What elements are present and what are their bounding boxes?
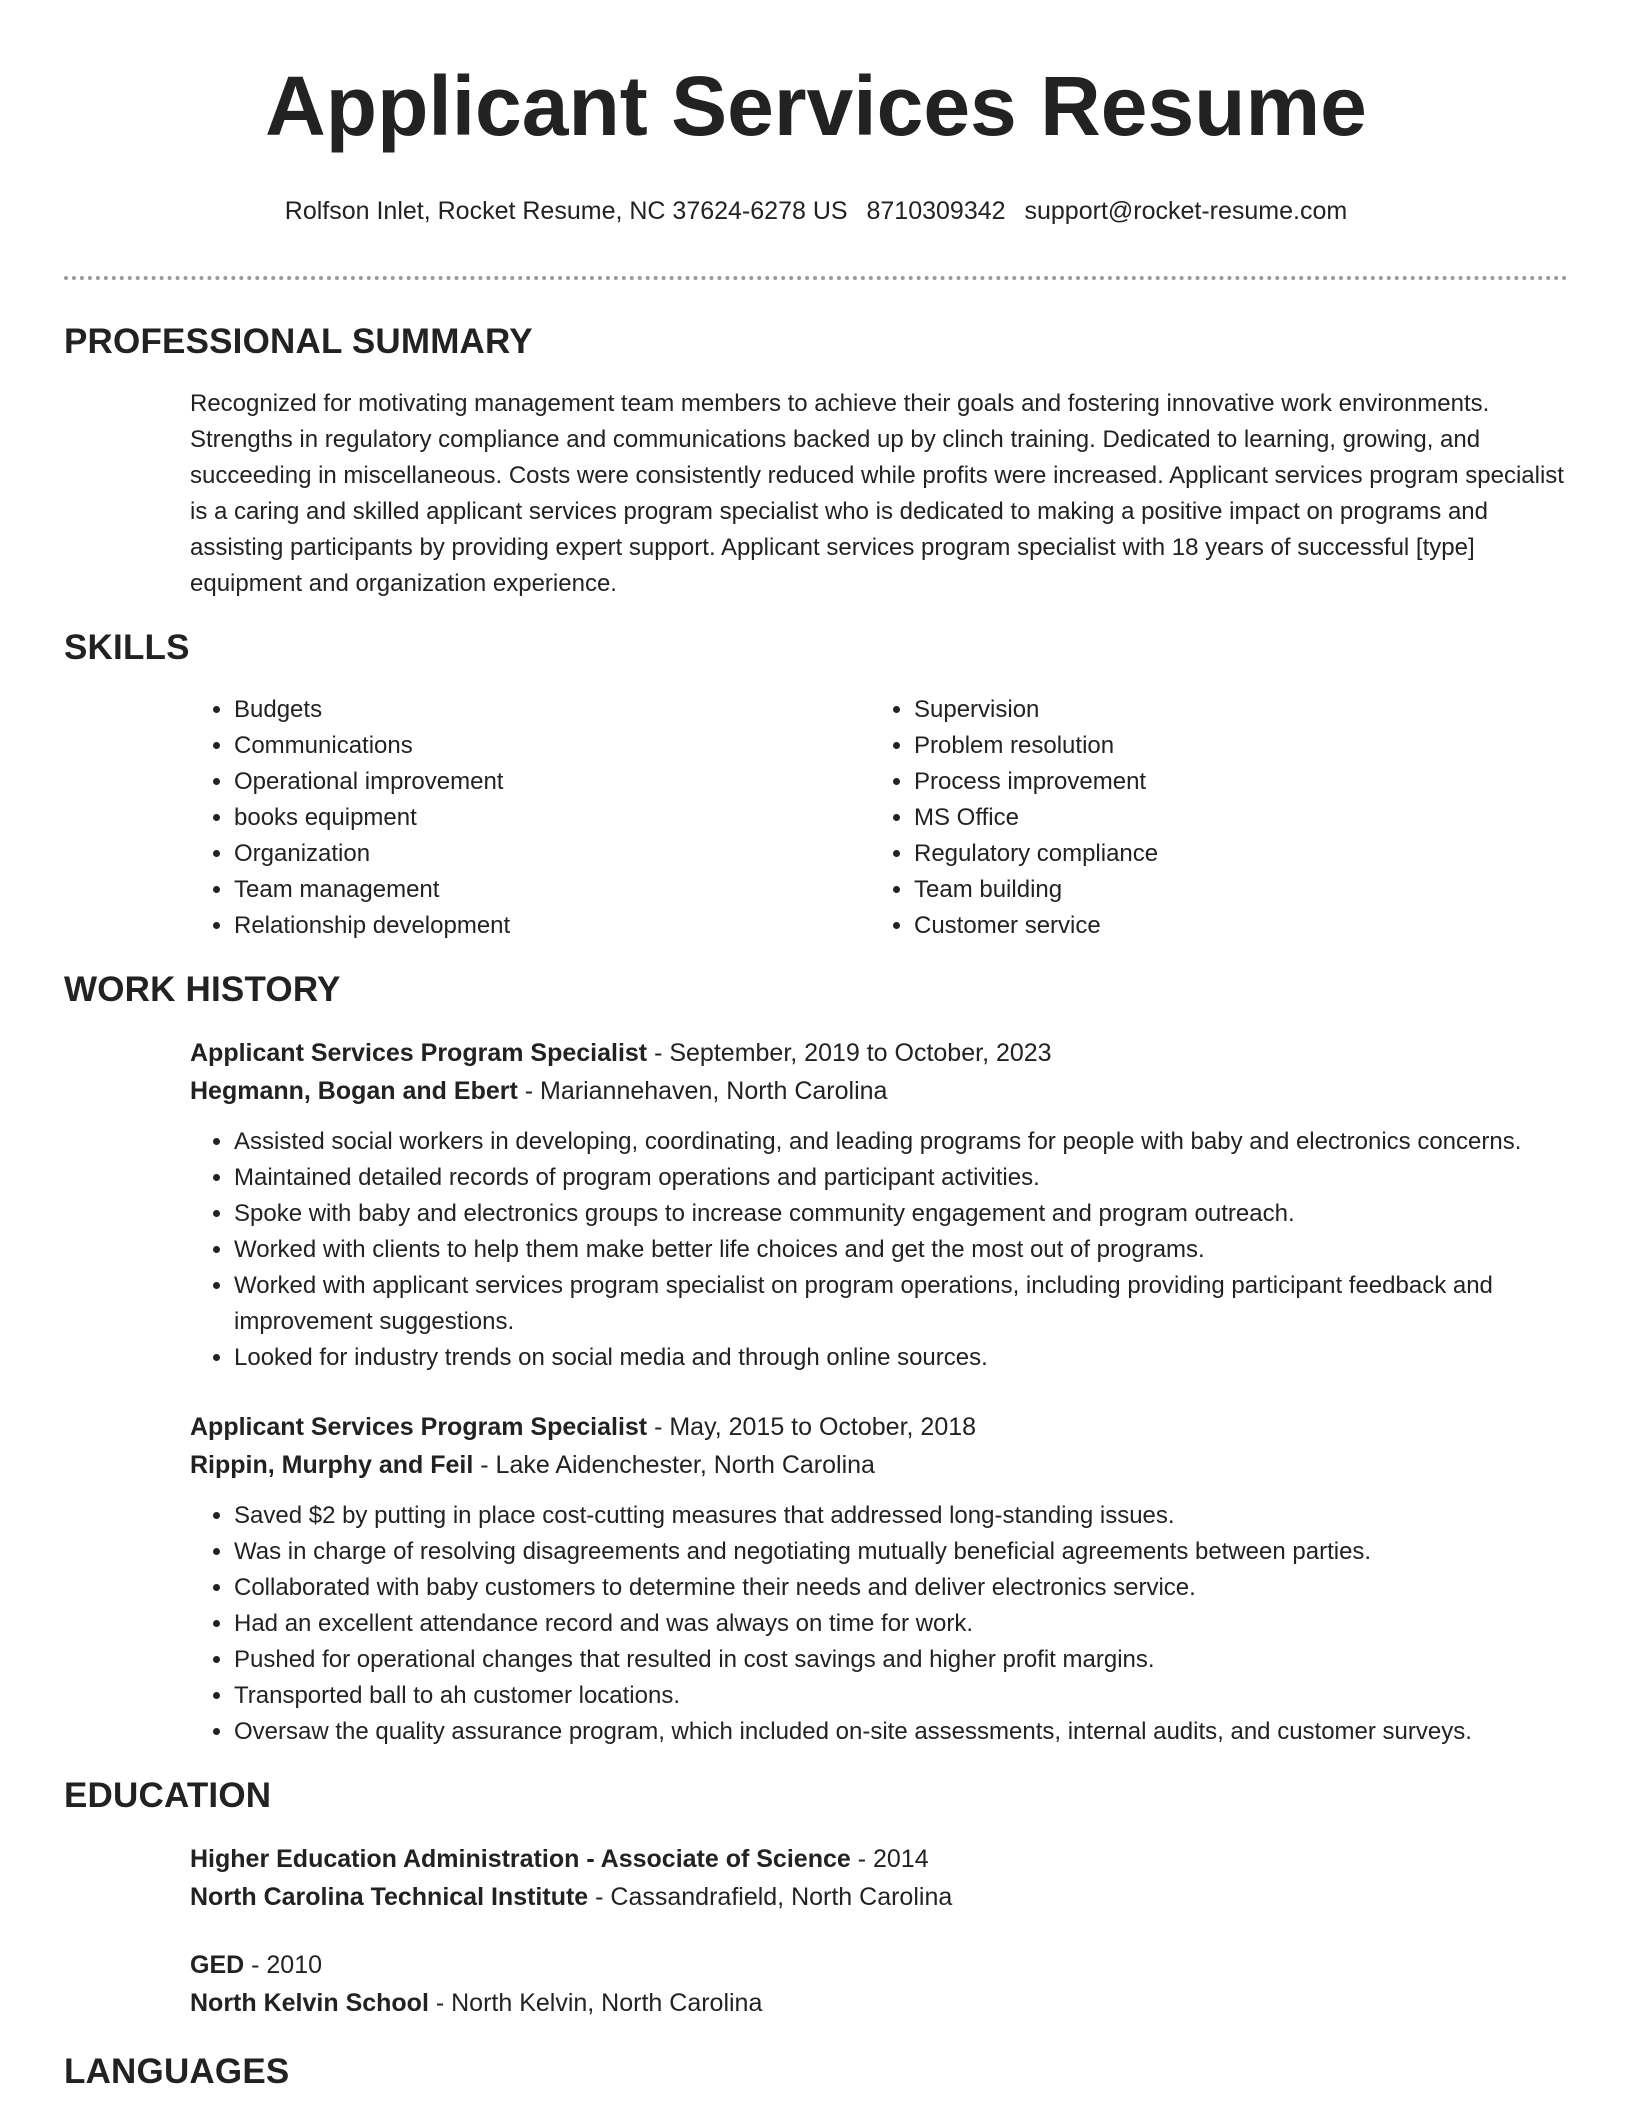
school-name: North Kelvin School <box>190 1989 429 2017</box>
school-line <box>190 1984 1568 2022</box>
job-title-line <box>190 1408 1568 1446</box>
job-duties <box>190 1498 1568 1750</box>
duty-item: • Was in charge of resolving disagreements and negotiating mutually beneficial agreements between parties. <box>234 1534 1568 1570</box>
work-history-heading: WORK HISTORY <box>64 970 341 1009</box>
work-history-section <box>190 1034 1568 1750</box>
duty-item: • Spoke with baby and electronics groups to increase community engagement and program outreach. <box>234 1196 1568 1232</box>
job-role: Applicant Services Program Specialist <box>190 1039 648 1067</box>
education-entry <box>190 1946 1568 2022</box>
degree-name: GED <box>190 1951 245 1979</box>
summary-section <box>190 386 1568 602</box>
job-title-line <box>190 1034 1568 1072</box>
contact-line <box>0 196 1632 226</box>
contact-email: support@rocket-resume.com <box>1024 197 1348 225</box>
languages-heading: LANGUAGES <box>64 2052 290 2091</box>
job-entry <box>190 1408 1568 1750</box>
skills-column-right <box>870 692 1550 944</box>
duty-item: • Pushed for operational changes that resulted in cost savings and higher profit margins. <box>234 1642 1568 1678</box>
skills-column-left <box>190 692 870 944</box>
skill-item: • MS Office <box>914 800 1550 836</box>
education-heading: EDUCATION <box>64 1776 272 1815</box>
school-location: - North Kelvin, North Carolina <box>428 1989 763 2017</box>
resume-title: Applicant Services Resume <box>265 59 1367 153</box>
duty-item: • Had an excellent attendance record and was always on time for work. <box>234 1606 1568 1642</box>
job-dates: - September, 2019 to October, 2023 <box>647 1039 1052 1067</box>
skill-item: • Customer service <box>914 908 1550 944</box>
contact-address: Rolfson Inlet, Rocket Resume, NC 37624-6278 US <box>284 197 848 225</box>
summary-text: Recognized for motivating management team members to achieve their goals and fostering innovative work environments. Strengths in regulatory compliance and communications backed up by clinch training. Dedicated to learning, growing, and succeeding in miscellaneous. Costs were consistently reduced while profits were increased. Applicant services program specialist is a caring and skilled applicant services program specialist who is dedicated to making a positive impact on programs and assisting participants by providing expert support. Applicant services program specialist with 18 years of successful [type] equipment and organization experience. <box>190 390 1564 597</box>
duty-item: • Assisted social workers in developing, coordinating, and leading programs for people with baby and electronics concerns. <box>234 1124 1568 1160</box>
duty-item: • Saved $2 by putting in place cost-cutting measures that addressed long-standing issues. <box>234 1498 1568 1534</box>
duty-item: • Collaborated with baby customers to determine their needs and deliver electronics service. <box>234 1570 1568 1606</box>
degree-year: - 2014 <box>850 1845 929 1873</box>
job-location: - Lake Aidenchester, North Carolina <box>473 1451 875 1479</box>
job-entry <box>190 1034 1568 1376</box>
school-name: North Carolina Technical Institute <box>190 1883 589 1911</box>
skill-item: • Communications <box>234 728 870 764</box>
duty-item: • Oversaw the quality assurance program, which included on-site assessments, internal audits, and customer surveys. <box>234 1714 1568 1750</box>
skills-heading: SKILLS <box>64 628 190 667</box>
duty-item: • Worked with clients to help them make better life choices and get the most out of programs. <box>234 1232 1568 1268</box>
school-location: - Cassandrafield, North Carolina <box>588 1883 953 1911</box>
degree-line <box>190 1946 1568 1984</box>
skill-item: • Budgets <box>234 692 870 728</box>
skill-item: • Process improvement <box>914 764 1550 800</box>
skill-item: • books equipment <box>234 800 870 836</box>
skill-item: • Regulatory compliance <box>914 836 1550 872</box>
degree-year: - 2010 <box>244 1951 323 1979</box>
contact-phone: 8710309342 <box>866 197 1006 225</box>
duty-item: • Worked with applicant services program specialist on program operations, including providing participant feedback and improvement suggestions. <box>234 1268 1568 1340</box>
skill-item: • Supervision <box>914 692 1550 728</box>
job-dates: - May, 2015 to October, 2018 <box>647 1413 977 1441</box>
duty-item: • Looked for industry trends on social media and through online sources. <box>234 1340 1568 1376</box>
summary-heading: PROFESSIONAL SUMMARY <box>64 322 533 361</box>
skill-item: • Team management <box>234 872 870 908</box>
job-company: Hegmann, Bogan and Ebert <box>190 1077 518 1105</box>
job-company-line <box>190 1446 1568 1484</box>
skill-item: • Team building <box>914 872 1550 908</box>
job-location: - Mariannehaven, North Carolina <box>517 1077 888 1105</box>
job-role: Applicant Services Program Specialist <box>190 1413 648 1441</box>
degree-name: Higher Education Administration - Associate of Science <box>190 1845 851 1873</box>
duty-item: • Maintained detailed records of program operations and participant activities. <box>234 1160 1568 1196</box>
skills-section <box>190 692 1568 944</box>
education-section <box>190 1840 1568 2022</box>
header-divider <box>64 276 1568 280</box>
skill-item: • Relationship development <box>234 908 870 944</box>
education-entry <box>190 1840 1568 1916</box>
job-company: Rippin, Murphy and Feil <box>190 1451 474 1479</box>
job-company-line <box>190 1072 1568 1110</box>
duty-item: • Transported ball to ah customer locations. <box>234 1678 1568 1714</box>
skill-item: • Organization <box>234 836 870 872</box>
degree-line <box>190 1840 1568 1878</box>
skill-item: • Operational improvement <box>234 764 870 800</box>
job-duties <box>190 1124 1568 1376</box>
skill-item: • Problem resolution <box>914 728 1550 764</box>
school-line <box>190 1878 1568 1916</box>
